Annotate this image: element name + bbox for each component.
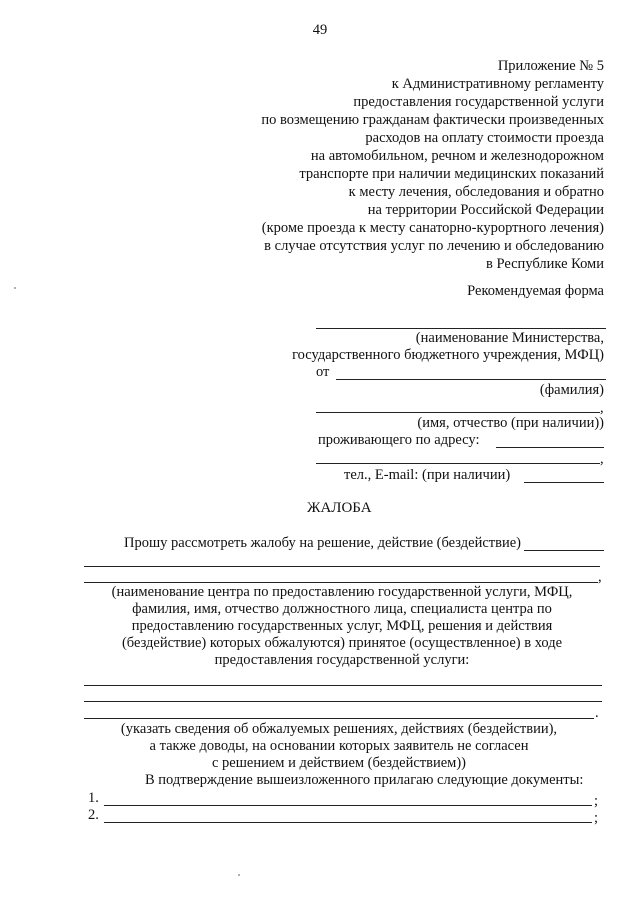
ministry-hint: (наименование Министерства, xyxy=(415,330,604,346)
address-line-2[interactable] xyxy=(316,463,600,464)
decision-line-1[interactable] xyxy=(84,685,602,686)
ministry-line[interactable] xyxy=(316,328,606,329)
hint-line: а также доводы, на основании которых заявитель не согласен xyxy=(149,738,529,754)
document-title: ЖАЛОБА xyxy=(307,500,372,516)
name-line[interactable] xyxy=(316,412,600,413)
appendix-line: на автомобильном, речном и железнодорожном xyxy=(310,148,604,164)
hint-line: предоставления государственной услуги: xyxy=(214,652,470,668)
hint-line: фамилия, имя, отчество должностного лица, специалиста центра по xyxy=(132,601,552,617)
recommended-form-label: Рекомендуемая форма xyxy=(467,283,604,299)
page-number: 49 xyxy=(312,22,328,38)
hint-line: (наименование центра по предоставлению государственной услуги, МФЦ, xyxy=(111,584,573,600)
hint-line: (указать сведения об обжалуемых решениях, действиях (бездействии), xyxy=(120,721,558,737)
appendix-line: к Административному регламенту xyxy=(391,76,604,92)
scan-speck xyxy=(238,874,240,876)
appendix-line: на территории Российской Федерации xyxy=(367,202,604,218)
attachment-line-2[interactable] xyxy=(104,822,592,823)
appendix-line: в случае отсутствия услуг по лечению и обследованию xyxy=(264,238,604,254)
comma: , xyxy=(600,400,604,416)
appendix-line: в Республике Коми xyxy=(485,256,604,272)
request-line-1[interactable] xyxy=(84,566,600,567)
appendix-line: предоставления государственной услуги xyxy=(353,94,604,110)
hint-line: предоставлению государственных услуг, МФЦ, решения и действия xyxy=(131,618,553,634)
appendix-line: расходов на оплату стоимости проезда xyxy=(365,130,604,146)
appendix-line: Приложение № 5 xyxy=(497,58,604,74)
appendix-line: к месту лечения, обследования и обратно xyxy=(348,184,604,200)
item-end: ; xyxy=(594,793,599,809)
surname-hint: (фамилия) xyxy=(539,382,604,398)
address-label: проживающего по адресу: xyxy=(318,432,480,448)
contacts-line[interactable] xyxy=(524,482,604,483)
request-line-2[interactable] xyxy=(84,582,598,583)
decision-line-3[interactable] xyxy=(84,718,594,719)
hint-line: (бездействие) которых обжалуются) принятое (осуществленное) в ходе xyxy=(121,635,563,651)
appendix-line: транспорте при наличии медицинских показаний xyxy=(299,166,604,182)
surname-line[interactable] xyxy=(336,379,606,380)
item-end: ; xyxy=(594,810,599,826)
item-number: 1. xyxy=(88,790,99,806)
attachment-line-1[interactable] xyxy=(104,805,592,806)
hint-line: с решением и действием (бездействием)) xyxy=(212,755,466,771)
request-line-0[interactable] xyxy=(524,550,604,551)
appendix-line: (кроме проезда к месту санаторно-курортного лечения) xyxy=(261,220,604,236)
scan-speck xyxy=(14,287,16,289)
appendix-line: по возмещению гражданам фактически произведенных xyxy=(261,112,604,128)
from-label: от xyxy=(316,364,330,380)
ministry-hint: государственного бюджетного учреждения, МФЦ) xyxy=(292,347,604,363)
decision-line-2[interactable] xyxy=(84,701,602,702)
request-text: Прошу рассмотреть жалобу на решение, действие (бездействие) xyxy=(124,535,521,551)
name-hint: (имя, отчество (при наличии)) xyxy=(417,415,604,431)
contacts-label: тел., E-mail: (при наличии) xyxy=(344,467,511,483)
comma: , xyxy=(600,451,604,467)
comma: , xyxy=(598,569,602,585)
attachments-intro: В подтверждение вышеизложенного прилагаю следующие документы: xyxy=(145,772,584,788)
item-number: 2. xyxy=(88,807,99,823)
period: . xyxy=(595,705,599,721)
address-line-1[interactable] xyxy=(496,447,604,448)
